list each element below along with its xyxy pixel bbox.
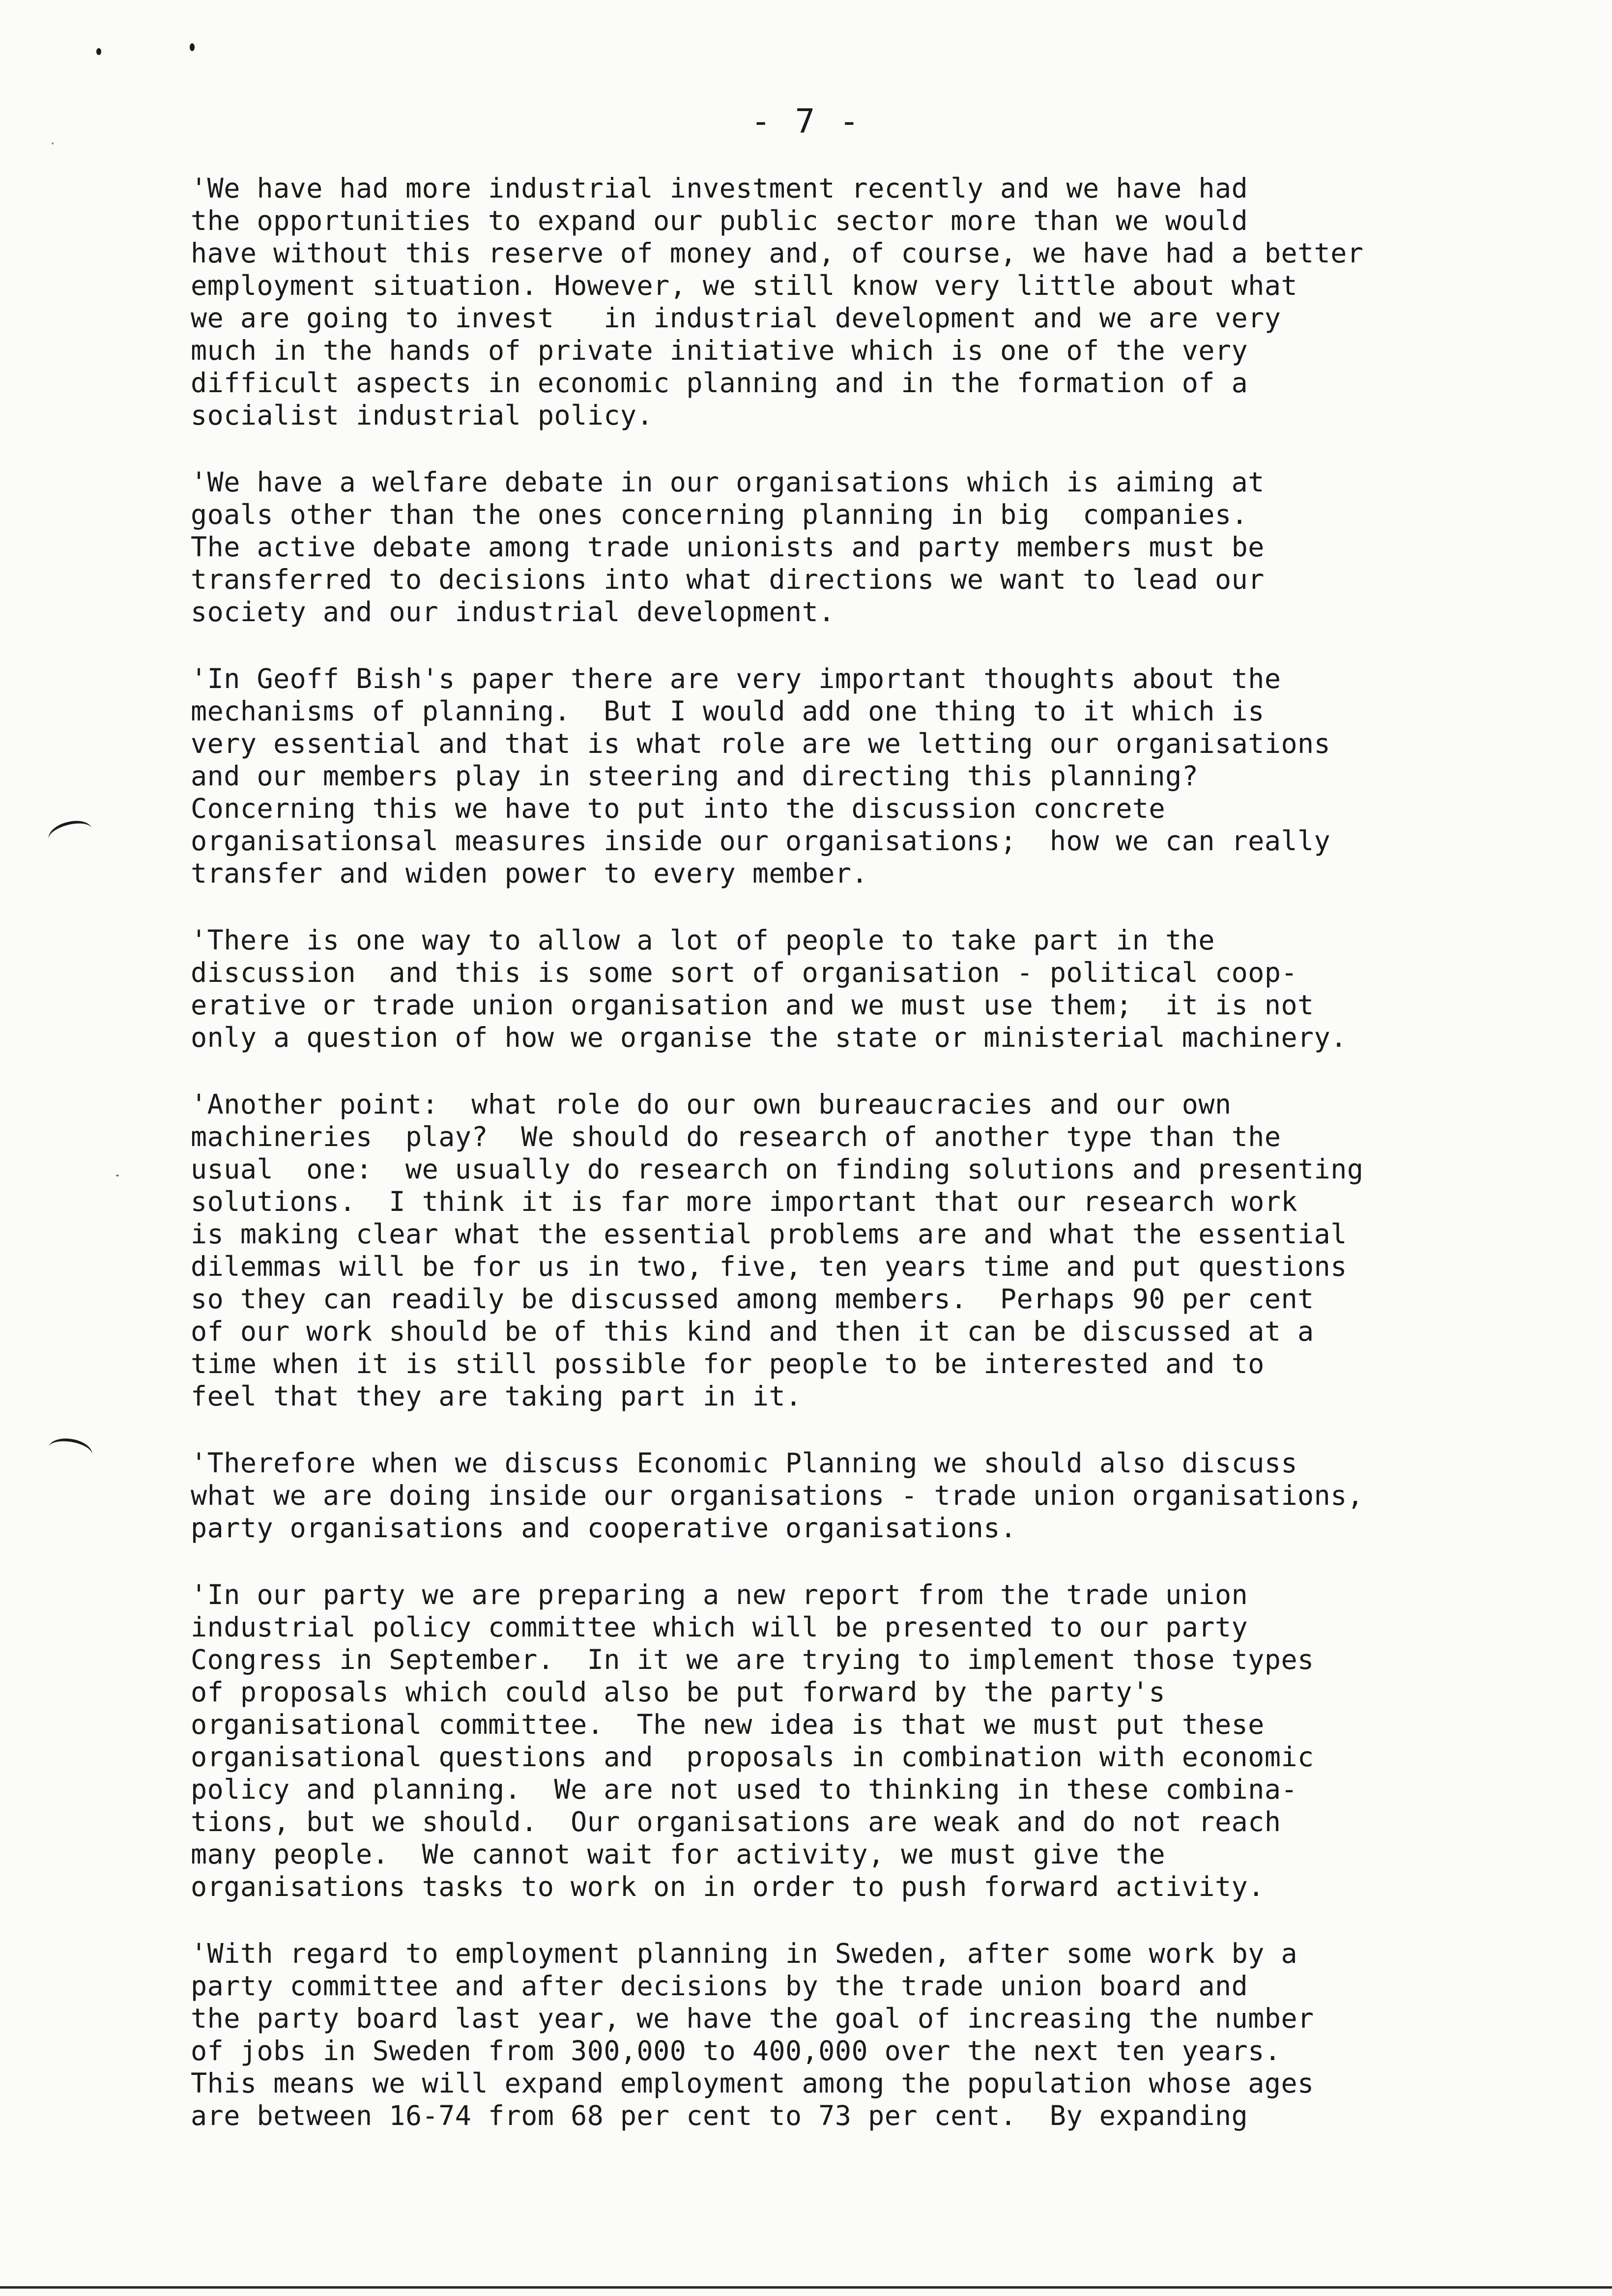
paragraph: 'There is one way to allow a lot of people to take part in the discussion and this is some sort of organisation - political coop- erative or trade union organisation and we must use them; it is not only a question of how we organise the state or ministerial machinery.: [191, 924, 1347, 1053]
ink-dot-mark: [190, 43, 195, 51]
page-number: - 7 -: [750, 102, 862, 141]
ink-dot-mark: [96, 48, 101, 55]
paper-speck: [52, 143, 54, 144]
paragraph: 'Therefore when we discuss Economic Planning we should also discuss what we are doing inside our organisations - trade union organisations, party organisations and cooperative organisations.: [191, 1447, 1364, 1544]
paragraph: 'We have had more industrial investment recently and we have had the opportunities to expand our public sector more than we would have without this reserve of money and, of course, we have had a better employment situation. However, we still know very little about what we are going to invest in industrial development and we are very much in the hands of private initiative which is one of the very difficult aspects in economic planning and in the formation of a socialist industrial policy.: [191, 172, 1364, 431]
paragraph: 'Another point: what role do our own bureaucracies and our own machineries play? We should do research of another type than the usual one: we usually do research on finding solutions and presenting solutions. I think it is far more important that our research work is making clear what the essential problems are and what the essential dilemmas will be for us in two, five, ten years time and put questions so they can readily be discussed among members. Perhaps 90 per cent of our work should be of this kind and then it can be discussed at a time when it is still possible for people to be interested and to feel that they are taking part in it.: [191, 1089, 1364, 1412]
margin-bracket-mark: [46, 817, 94, 851]
paragraph: 'With regard to employment planning in Sweden, after some work by a party committee and after decisions by the trade union board and the party board last year, we have the goal of increasing the number of jobs in Sweden from 300,000 to 400,000 over the next ten years. This means we will expand employment among the population whose ages are between 16-74 from 68 per cent to 73 per cent. By expanding: [191, 1938, 1314, 2131]
paragraph: 'In Geoff Bish's paper there are very important thoughts about the mechanisms of planning. But I would add one thing to it which is very essential and that is what role are we letting our organisations and our members play in steering and directing this planning? Concerning this we have to put into the discussion concrete organisationsal measures inside our organisations; how we can really transfer and widen power to every member.: [191, 663, 1331, 889]
paper-speck: [116, 1175, 119, 1177]
paragraph: 'In our party we are preparing a new report from the trade union industrial policy committee which will be presented to our party Congress in September. In it we are trying to implement those types of proposals which could also be put forward by the party's organisational committee. The new idea is that we must put these organisational questions and proposals in combination with economic policy and planning. We are not used to thinking in these combina- tions, but we should. Our organisations are weak and do not reach many people. We cannot wait for activity, we must give the organisations tasks to work on in order to push forward activity.: [191, 1579, 1314, 1902]
body-text: [191, 172, 1606, 2166]
margin-bracket-mark: [46, 1435, 94, 1467]
paragraph: 'We have a welfare debate in our organisations which is aiming at goals other than the ones concerning planning in big companies. The active debate among trade unionists and party members must be transferred to decisions into what directions we want to lead our society and our industrial development.: [191, 466, 1265, 628]
page-bottom-edge: [0, 2286, 1612, 2289]
